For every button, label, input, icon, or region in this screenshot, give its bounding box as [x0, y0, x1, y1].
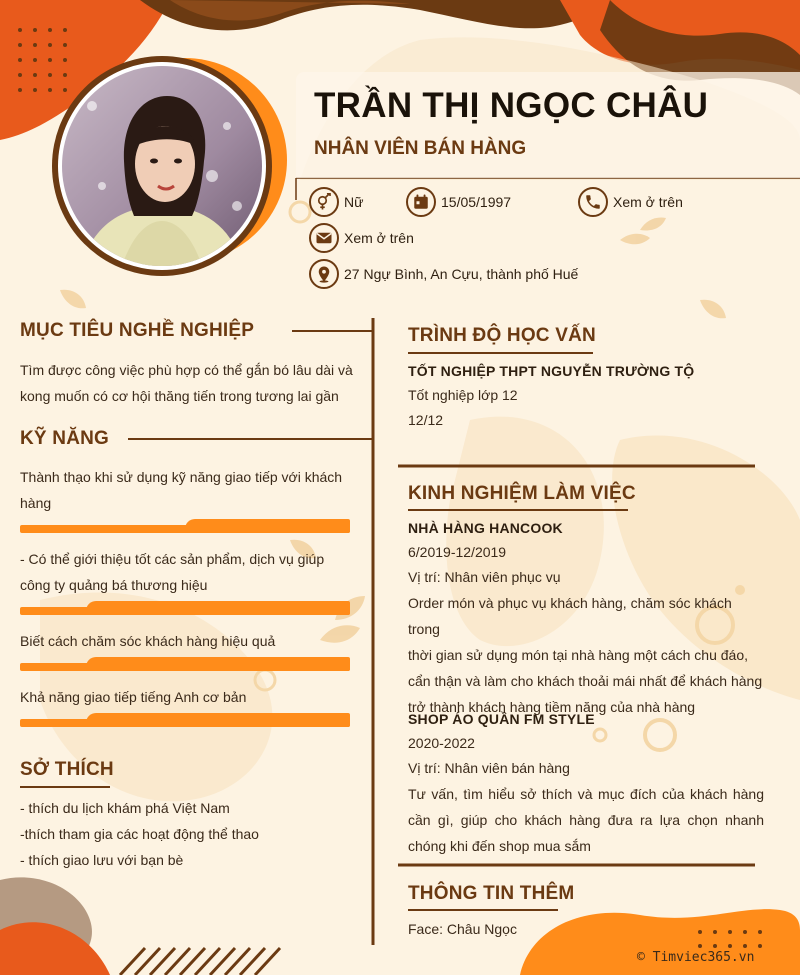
- skills-heading-line: [128, 438, 372, 440]
- skill-item: Thành thạo khi sử dụng kỹ năng giao tiếp với khách hàng: [20, 469, 343, 511]
- contact-birthday: 15/05/1997: [441, 194, 512, 210]
- education-heading: TRÌNH ĐỘ HỌC VẤN: [408, 325, 596, 346]
- job-period: 6/2019-12/2019: [408, 544, 507, 560]
- extra-text: Face: Châu Ngọc: [408, 921, 517, 937]
- contact-email: Xem ở trên: [344, 230, 414, 246]
- experience-heading-line: [408, 509, 628, 511]
- contact-gender: Nữ: [344, 194, 364, 210]
- phone-icon: [578, 187, 608, 217]
- hobbies-heading: SỞ THÍCH: [20, 759, 114, 780]
- skill-item: Biết cách chăm sóc khách hàng hiệu quả: [20, 633, 276, 649]
- list-item: - thích du lịch khám phá Việt Nam: [20, 800, 230, 816]
- location-icon: [309, 259, 339, 289]
- email-icon: [309, 223, 339, 253]
- extra-heading-line: [408, 909, 558, 911]
- extra-heading: THÔNG TIN THÊM: [408, 883, 575, 904]
- job-description: Order món và phục vụ khách hàng, chăm sóc khách trong thời gian sử dụng món tại nhà hàng một cách chu đáo, cẩn thận và làm cho khách thoải mái nhất để khách hàng trở thành khách hàng tiềm năng của nhà hàng: [408, 595, 763, 715]
- job-description: Tư vấn, tìm hiểu sở thích và mục đích của khách hàng cần gì, giúp cho khách hàng đưa ra lựa chọn nhanh chóng khi đến shop mua sắm: [408, 786, 764, 854]
- candidate-name: TRẦN THỊ NGỌC CHÂU: [314, 86, 709, 125]
- objective-text: Tìm được công việc phù hợp có thể gắn bó lâu dài và kong muốn có cơ hội thăng tiến trong tương lai gần: [20, 362, 353, 404]
- skills-heading: KỸ NĂNG: [20, 428, 110, 449]
- list-item: - thích giao lưu với bạn bè: [20, 852, 184, 868]
- job-company: NHÀ HÀNG HANCOOK: [408, 520, 563, 536]
- watermark: © Timviec365.vn: [637, 950, 755, 965]
- job-role: Vị trí: Nhân viên phục vụ: [408, 569, 561, 585]
- education-grade: 12/12: [408, 412, 444, 428]
- skill-item: Khả năng giao tiếp tiếng Anh cơ bản: [20, 689, 247, 705]
- objective-heading-line: [292, 330, 372, 332]
- skill-level-bar: [20, 519, 350, 533]
- job-role: Vị trí: Nhân viên bán hàng: [408, 760, 570, 776]
- contact-phone: Xem ở trên: [613, 194, 683, 210]
- education-heading-line: [408, 352, 593, 354]
- objective-heading: MỤC TIÊU NGHỀ NGHIỆP: [20, 320, 255, 341]
- education-detail: Tốt nghiệp lớp 12: [408, 387, 518, 403]
- list-item: -thích tham gia các hoạt động thể thao: [20, 826, 259, 842]
- skill-level-bar: [20, 713, 350, 727]
- gender-icon: [309, 187, 339, 217]
- candidate-position: NHÂN VIÊN BÁN HÀNG: [314, 138, 527, 159]
- hobbies-heading-line: [20, 786, 110, 788]
- experience-heading: KINH NGHIỆM LÀM VIỆC: [408, 483, 636, 504]
- skill-item: - Có thể giới thiệu tốt các sản phẩm, dịch vụ giúp công ty quảng bá thương hiệu: [20, 551, 325, 593]
- education-school: TỐT NGHIỆP THPT NGUYỄN TRƯỜNG TỘ: [408, 363, 695, 379]
- job-period: 2020-2022: [408, 735, 475, 751]
- contact-address: 27 Ngự Bình, An Cựu, thành phố Huế: [344, 266, 579, 282]
- calendar-icon: [406, 187, 436, 217]
- hobbies-list: [20, 795, 365, 873]
- skill-level-bar: [20, 601, 350, 615]
- skill-level-bar: [20, 657, 350, 671]
- avatar: [62, 66, 262, 266]
- job-company: SHOP ÁO QUẦN FM STYLE: [408, 711, 595, 727]
